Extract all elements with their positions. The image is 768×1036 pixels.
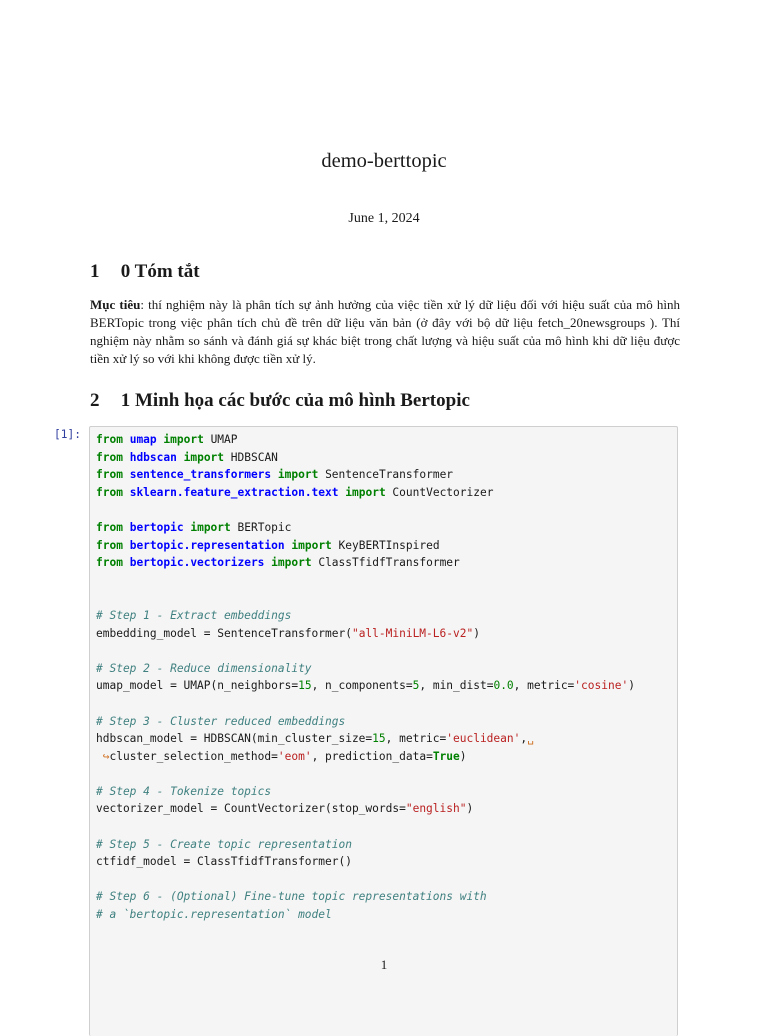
code-line: # Step 2 - Reduce dimensionality <box>96 661 312 675</box>
code-line: from bertopic import BERTopic <box>96 520 292 534</box>
section-title: 1 Minh họa các bước của mô hình Bertopic <box>120 390 470 411</box>
code-line <box>96 695 635 713</box>
code-line: umap_model = UMAP(n_neighbors=15, n_components=5, min_dist=0.0, metric='cosine') <box>96 679 635 693</box>
code-line <box>96 871 635 889</box>
summary-label: Mục tiêu <box>90 297 141 312</box>
code-line <box>96 572 635 590</box>
code-line: ctfidf_model = ClassTfidfTransformer() <box>96 855 352 869</box>
code-line: vectorizer_model = CountVectorizer(stop_words="english") <box>96 802 474 816</box>
code-line <box>96 642 635 660</box>
code-line: ↪cluster_selection_method='eom', prediction_data=True) <box>96 749 467 763</box>
code-line: from hdbscan import HDBSCAN <box>96 450 278 464</box>
code-line <box>96 589 635 607</box>
summary-paragraph <box>90 296 680 368</box>
code-line: from sentence_transformers import SentenceTransformer <box>96 468 454 482</box>
section-title: 0 Tóm tắt <box>120 261 200 282</box>
code-line: from bertopic.representation import KeyBERTInspired <box>96 538 440 552</box>
code-line: from sklearn.feature_extraction.text import CountVectorizer <box>96 485 494 499</box>
code-line <box>96 765 635 783</box>
code-content <box>96 431 635 924</box>
code-line: # Step 6 - (Optional) Fine-tune topic representations with <box>96 890 487 904</box>
code-line: # Step 5 - Create topic representation <box>96 837 352 851</box>
code-line: from umap import UMAP <box>96 433 238 446</box>
section-heading-bertopic-steps <box>90 390 470 412</box>
document-date: June 1, 2024 <box>348 211 420 226</box>
code-line: # Step 3 - Cluster reduced embeddings <box>96 714 346 728</box>
code-line: # a `bertopic.representation` model <box>96 908 332 922</box>
code-cell[interactable] <box>89 426 678 1036</box>
code-line <box>96 501 635 519</box>
summary-text: : thí nghiệm này là phân tích sự ảnh hưởng của việc tiền xử lý dữ liệu đối với hiệu suất của mô hình BERTopic trong việc phân tích chủ đề trên dữ liệu văn bản (ở đây với bộ dữ liệu fetch_20newsgroups ). Thí nghiệm này nhằm so sánh và đánh giá sự khác biệt trong chất lượng và hiệu suất của mô hình khi dữ liệu được tiền xử lý so với khi không được tiền xử lý. <box>90 297 681 366</box>
code-line <box>96 818 635 836</box>
cell-prompt: [1]: <box>54 428 81 441</box>
section-number: 1 <box>90 261 100 282</box>
document-title: demo-berttopic <box>321 150 447 172</box>
code-line: hdbscan_model = HDBSCAN(min_cluster_size=15, metric='euclidean',␣ <box>96 732 534 746</box>
section-heading-summary <box>90 261 200 283</box>
code-line: # Step 1 - Extract embeddings <box>96 608 292 622</box>
page-number: 1 <box>380 957 388 972</box>
code-line: # Step 4 - Tokenize topics <box>96 784 272 798</box>
section-number: 2 <box>90 390 100 411</box>
code-line: embedding_model = SentenceTransformer("all-MiniLM-L6-v2") <box>96 626 480 640</box>
code-line: from bertopic.vectorizers import ClassTfidfTransformer <box>96 556 460 570</box>
